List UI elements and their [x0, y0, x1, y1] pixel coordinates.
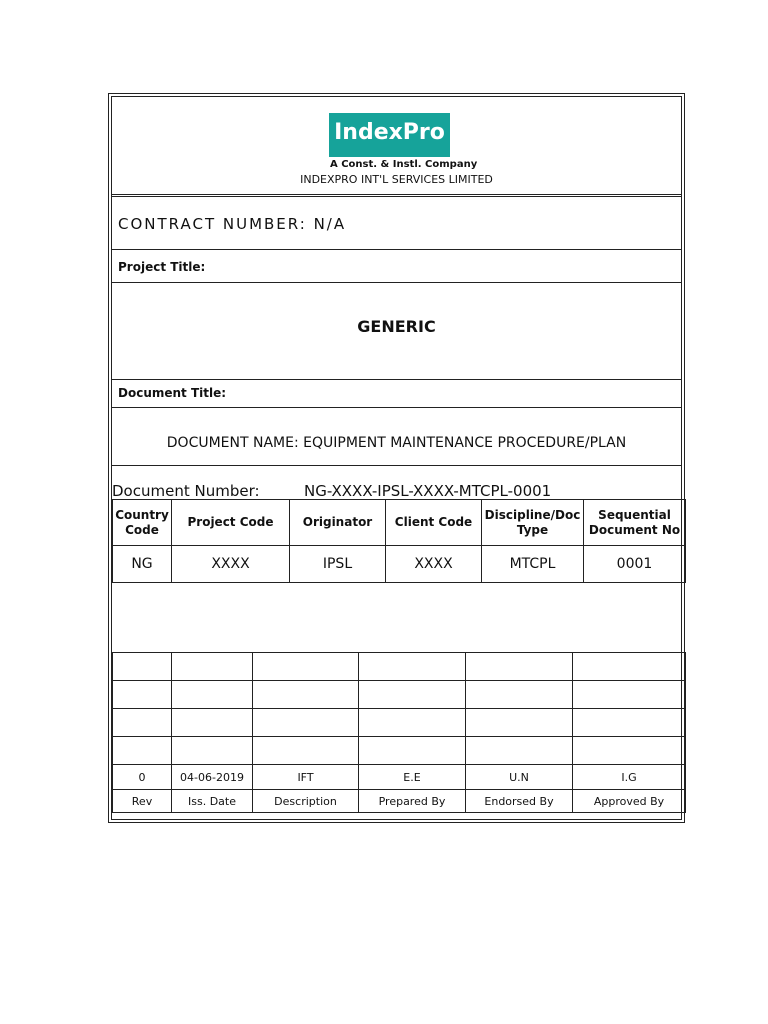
- company-tagline: A Const. & Instl. Company: [330, 159, 478, 170]
- value-discipline-type: MTCPL: [482, 546, 584, 583]
- document-name: DOCUMENT NAME: EQUIPMENT MAINTENANCE PROCEDURE/PLAN: [166, 435, 627, 451]
- code-header-row: [113, 500, 686, 546]
- revision-label-row: [113, 790, 686, 813]
- label-prepared-by: Prepared By: [359, 790, 466, 813]
- header-text: Sequential: [598, 507, 671, 522]
- header-client-code: [386, 500, 482, 546]
- header-text: Document No: [588, 522, 681, 537]
- divider: [112, 196, 681, 197]
- header-sequential-no: [584, 500, 686, 546]
- value-sequential-no: 0001: [584, 546, 686, 583]
- document-title-label: Document Title:: [118, 386, 227, 400]
- code-value-row: [113, 546, 686, 583]
- rev-endorsed-by: U.N: [466, 765, 573, 790]
- label-approved-by: Approved By: [573, 790, 686, 813]
- divider: [112, 465, 681, 466]
- value-originator: IPSL: [290, 546, 386, 583]
- document-code-table: [112, 499, 686, 583]
- value-client-code: XXXX: [386, 546, 482, 583]
- indexpro-logo: [329, 113, 450, 157]
- header-text: Originator: [302, 515, 373, 529]
- document-cover-inner: [111, 96, 682, 820]
- value-project-code: XXXX: [172, 546, 290, 583]
- header-country-code: [113, 500, 172, 546]
- label-rev: Rev: [113, 790, 172, 813]
- header-text: Code: [125, 522, 159, 537]
- revision-empty-row: [113, 653, 686, 681]
- rev-issue-date: 04-06-2019: [172, 765, 253, 790]
- divider: [112, 194, 681, 195]
- rev-prepared-by: E.E: [359, 765, 466, 790]
- label-endorsed-by: Endorsed By: [466, 790, 573, 813]
- revision-empty-row: [113, 709, 686, 737]
- document-cover-frame: [108, 93, 685, 823]
- logo-text: IndexPro: [334, 120, 445, 145]
- document-number-label: Document Number:: [112, 482, 260, 500]
- divider: [112, 407, 681, 408]
- project-title-label: Project Title:: [118, 260, 206, 274]
- project-title-value: GENERIC: [357, 317, 436, 336]
- value-country-code: NG: [113, 546, 172, 583]
- company-name: INDEXPRO INT'L SERVICES LIMITED: [300, 173, 493, 186]
- header-discipline-type: [482, 500, 584, 546]
- header-text: Country: [115, 507, 169, 522]
- revision-empty-row: [113, 681, 686, 709]
- header-text: Client Code: [394, 515, 473, 529]
- header-originator: [290, 500, 386, 546]
- header-project-code: [172, 500, 290, 546]
- label-issue-date: Iss. Date: [172, 790, 253, 813]
- revision-row: [113, 765, 686, 790]
- document-number-value: NG-XXXX-IPSL-XXXX-MTCPL-0001: [304, 482, 552, 500]
- divider: [112, 249, 681, 250]
- header-text: Project Code: [187, 515, 274, 529]
- revision-empty-row: [113, 737, 686, 765]
- label-description: Description: [253, 790, 359, 813]
- divider: [112, 379, 681, 380]
- rev-number: 0: [113, 765, 172, 790]
- rev-approved-by: I.G: [573, 765, 686, 790]
- divider: [112, 282, 681, 283]
- header-text: Discipline/Doc: [484, 507, 581, 522]
- header-text: Type: [516, 522, 549, 537]
- rev-description: IFT: [253, 765, 359, 790]
- revision-table: [112, 652, 686, 813]
- contract-number: CONTRACT NUMBER: N/A: [118, 215, 347, 233]
